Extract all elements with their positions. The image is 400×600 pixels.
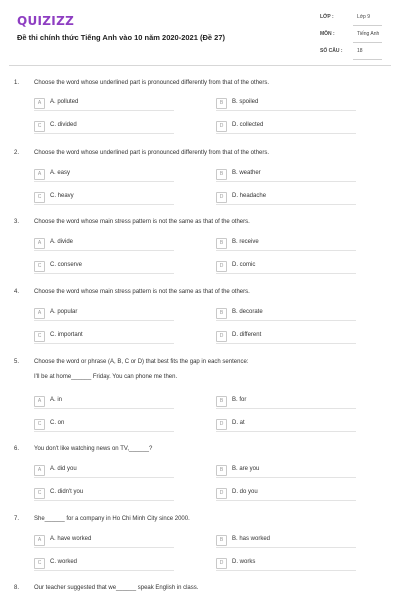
option-letter-box: B [216, 535, 227, 546]
class-value: Lớp 9 [357, 14, 371, 20]
option-text: C. important [50, 332, 83, 338]
option-underline [34, 181, 174, 182]
option-b[interactable] [216, 535, 356, 548]
option-a[interactable] [34, 169, 174, 182]
option-a[interactable] [34, 396, 174, 409]
option-text: C. divided [50, 122, 77, 128]
question-number: 2. [14, 150, 20, 156]
page-title: Đề thi chính thức Tiếng Anh vào 10 năm 2020-2021 (Đề 27) [17, 33, 225, 42]
option-underline [216, 204, 356, 205]
option-letter-box: C [34, 261, 45, 272]
option-letter-box: C [34, 121, 45, 132]
meta-class [320, 12, 382, 26]
question-text: Choose the word whose main stress pattern is not the same as that of the others. [34, 219, 250, 225]
option-letter-box: B [216, 169, 227, 180]
option-d[interactable] [216, 331, 356, 344]
subject-underline [353, 42, 382, 43]
option-text: D. do you [232, 489, 258, 495]
question-sentence: I'll be at home______ Friday. You can phone me then. [34, 374, 178, 380]
option-text: A. popular [50, 309, 78, 315]
option-underline [216, 500, 356, 501]
option-d[interactable] [216, 121, 356, 134]
class-underline [353, 25, 382, 26]
question-number: 1. [14, 80, 20, 86]
question-text: She______ for a company in Ho Chi Minh City since 2000. [34, 516, 190, 522]
option-b[interactable] [216, 308, 356, 321]
option-b[interactable] [216, 238, 356, 251]
option-letter-box: D [216, 331, 227, 342]
option-underline [34, 204, 174, 205]
option-letter-box: A [34, 98, 45, 109]
option-text: D. collected [232, 122, 264, 128]
option-text: B. has worked [232, 536, 271, 542]
header-divider [9, 65, 391, 66]
question-number: 7. [14, 516, 20, 522]
option-underline [216, 477, 356, 478]
subject-value: Tiếng Anh [357, 31, 380, 37]
option-c[interactable] [34, 331, 174, 344]
count-label: SỐ CÂU : [320, 48, 343, 54]
option-underline [34, 547, 174, 548]
option-letter-box: A [34, 169, 45, 180]
option-text: A. have worked [50, 536, 92, 542]
option-d[interactable] [216, 261, 356, 274]
option-text: D. comic [232, 262, 256, 268]
option-c[interactable] [34, 558, 174, 571]
question-number: 3. [14, 219, 20, 225]
option-letter-box: D [216, 121, 227, 132]
option-underline [34, 273, 174, 274]
option-underline [216, 408, 356, 409]
option-letter-box: D [216, 192, 227, 203]
option-letter-box: C [34, 331, 45, 342]
option-text: C. heavy [50, 193, 74, 199]
option-d[interactable] [216, 419, 356, 432]
option-text: C. worked [50, 559, 78, 565]
question-text: Choose the word whose main stress pattern is not the same as that of the others. [34, 289, 250, 295]
option-underline [216, 570, 356, 571]
option-letter-box: B [216, 98, 227, 109]
option-letter-box: D [216, 558, 227, 569]
question-number: 6. [14, 446, 20, 452]
option-underline [34, 110, 174, 111]
class-label: LỚP : [320, 14, 334, 20]
option-b[interactable] [216, 465, 356, 478]
meta-count [320, 46, 382, 60]
option-d[interactable] [216, 558, 356, 571]
option-underline [34, 320, 174, 321]
option-underline [216, 320, 356, 321]
option-text: B. decorate [232, 309, 263, 315]
option-underline [216, 133, 356, 134]
option-letter-box: C [34, 419, 45, 430]
option-letter-box: D [216, 488, 227, 499]
option-a[interactable] [34, 98, 174, 111]
option-text: A. divide [50, 239, 74, 245]
option-underline [34, 250, 174, 251]
count-value: 18 [357, 48, 363, 54]
subject-label: MÔN : [320, 31, 335, 37]
option-text: A. polluted [50, 99, 79, 105]
question-text: Choose the word whose underlined part is pronounced differently from that of the others. [34, 150, 270, 156]
option-b[interactable] [216, 98, 356, 111]
option-text: A. did you [50, 466, 77, 472]
option-d[interactable] [216, 488, 356, 501]
option-letter-box: D [216, 261, 227, 272]
option-underline [216, 343, 356, 344]
option-c[interactable] [34, 121, 174, 134]
option-letter-box: C [34, 488, 45, 499]
option-letter-box: B [216, 396, 227, 407]
question-number: 8. [14, 585, 20, 591]
question-text: Our teacher suggested that we______ speak English in class. [34, 585, 199, 591]
option-b[interactable] [216, 396, 356, 409]
option-underline [216, 250, 356, 251]
option-a[interactable] [34, 308, 174, 321]
option-text: B. receive [232, 239, 259, 245]
option-letter-box: A [34, 465, 45, 476]
meta-subject [320, 29, 382, 43]
option-underline [216, 273, 356, 274]
option-text: D. headache [232, 193, 267, 199]
option-letter-box: C [34, 192, 45, 203]
option-a[interactable] [34, 238, 174, 251]
option-letter-box: C [34, 558, 45, 569]
option-text: A. easy [50, 170, 71, 176]
option-underline [34, 431, 174, 432]
option-text: B. weather [232, 170, 261, 176]
option-a[interactable] [34, 535, 174, 548]
option-text: B. are you [232, 466, 260, 472]
count-underline [353, 59, 382, 60]
option-letter-box: A [34, 308, 45, 319]
option-a[interactable] [34, 465, 174, 478]
question-number: 5. [14, 359, 20, 365]
option-text: D. different [232, 332, 262, 338]
option-c[interactable] [34, 261, 174, 274]
question-text: Choose the word whose underlined part is pronounced differently from that of the others. [34, 80, 270, 86]
question-text: You don't like watching news on TV,______? [34, 446, 153, 452]
option-letter-box: B [216, 465, 227, 476]
quizizz-logo: QUIZIZZ [17, 14, 75, 28]
option-underline [216, 110, 356, 111]
option-text: B. spoiled [232, 99, 259, 105]
option-text: C. on [50, 420, 65, 426]
option-underline [34, 500, 174, 501]
option-underline [34, 343, 174, 344]
option-letter-box: A [34, 238, 45, 249]
option-b[interactable] [216, 169, 356, 182]
option-c[interactable] [34, 419, 174, 432]
option-text: C. didn't you [50, 489, 84, 495]
option-text: D. works [232, 559, 256, 565]
option-underline [34, 408, 174, 409]
option-c[interactable] [34, 488, 174, 501]
option-underline [216, 181, 356, 182]
option-text: C. conserve [50, 262, 83, 268]
question-text: Choose the word or phrase (A, B, C or D) that best fits the gap in each sentence: [34, 359, 249, 365]
option-text: A. in [50, 397, 63, 403]
option-underline [34, 570, 174, 571]
option-letter-box: B [216, 308, 227, 319]
question-number: 4. [14, 289, 20, 295]
option-underline [216, 431, 356, 432]
option-text: D. at [232, 420, 245, 426]
option-text: B. for [232, 397, 247, 403]
option-d[interactable] [216, 192, 356, 205]
option-letter-box: A [34, 535, 45, 546]
option-c[interactable] [34, 192, 174, 205]
option-underline [34, 133, 174, 134]
option-letter-box: A [34, 396, 45, 407]
option-underline [34, 477, 174, 478]
option-underline [216, 547, 356, 548]
option-letter-box: B [216, 238, 227, 249]
option-letter-box: D [216, 419, 227, 430]
